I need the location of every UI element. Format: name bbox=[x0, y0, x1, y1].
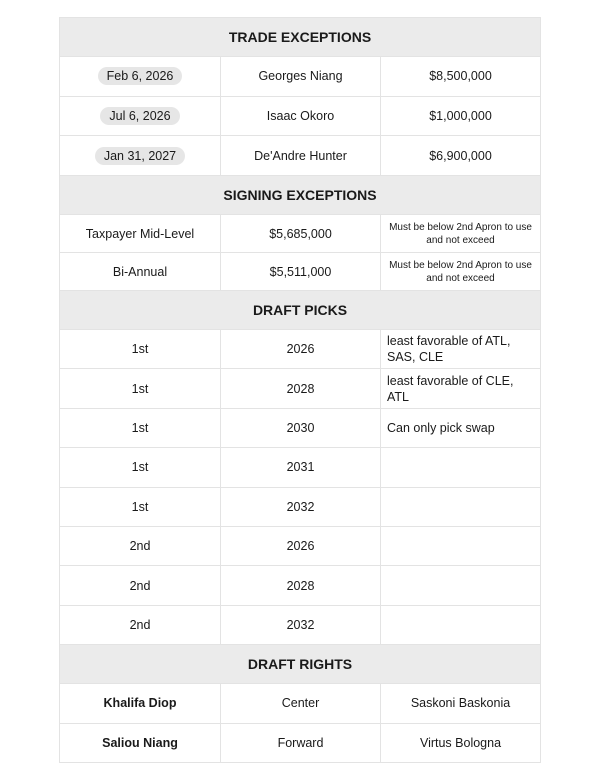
pick-note-cell bbox=[381, 566, 541, 605]
player-cell: Khalifa Diop bbox=[60, 684, 221, 724]
table-row bbox=[60, 527, 541, 566]
date-badge: Jan 31, 2027 bbox=[95, 147, 185, 165]
table-row bbox=[60, 369, 541, 408]
amount-cell: $5,511,000 bbox=[221, 253, 381, 291]
table-row bbox=[60, 96, 541, 136]
year-cell: 2030 bbox=[221, 408, 381, 447]
amount-cell: $8,500,000 bbox=[381, 57, 541, 97]
year-cell: 2032 bbox=[221, 487, 381, 526]
round-cell: 1st bbox=[60, 487, 221, 526]
pick-note-cell: least favorable of ATL, SAS, CLE bbox=[381, 330, 541, 369]
section-header bbox=[60, 18, 541, 57]
position-cell: Forward bbox=[221, 723, 381, 763]
round-cell: 1st bbox=[60, 369, 221, 408]
date-badge: Feb 6, 2026 bbox=[98, 67, 183, 85]
section-header bbox=[60, 291, 541, 330]
round-cell: 2nd bbox=[60, 605, 221, 644]
pick-note-cell: least favorable of CLE, ATL bbox=[381, 369, 541, 408]
table-row bbox=[60, 136, 541, 176]
amount-cell: $6,900,000 bbox=[381, 136, 541, 176]
year-cell: 2026 bbox=[221, 527, 381, 566]
pick-note-cell bbox=[381, 448, 541, 487]
expiry-date-cell bbox=[60, 57, 221, 97]
player-cell: De'Andre Hunter bbox=[221, 136, 381, 176]
round-cell: 2nd bbox=[60, 527, 221, 566]
table-row bbox=[60, 448, 541, 487]
expiry-date-cell bbox=[60, 96, 221, 136]
table-row bbox=[60, 408, 541, 447]
table-row bbox=[60, 253, 541, 291]
section-title: DRAFT PICKS bbox=[60, 291, 541, 330]
exception-type-cell: Taxpayer Mid-Level bbox=[60, 215, 221, 253]
player-cell: Georges Niang bbox=[221, 57, 381, 97]
year-cell: 2028 bbox=[221, 566, 381, 605]
position-cell: Center bbox=[221, 684, 381, 724]
pick-note-cell: Can only pick swap bbox=[381, 408, 541, 447]
team-cell: Saskoni Baskonia bbox=[381, 684, 541, 724]
assets-table bbox=[59, 17, 541, 763]
team-cell: Virtus Bologna bbox=[381, 723, 541, 763]
pick-note-cell bbox=[381, 487, 541, 526]
note-cell: Must be below 2nd Apron to use and not exceed bbox=[381, 253, 541, 291]
year-cell: 2028 bbox=[221, 369, 381, 408]
amount-cell: $5,685,000 bbox=[221, 215, 381, 253]
expiry-date-cell bbox=[60, 136, 221, 176]
section-title: TRADE EXCEPTIONS bbox=[60, 18, 541, 57]
note-cell: Must be below 2nd Apron to use and not exceed bbox=[381, 215, 541, 253]
table-row bbox=[60, 57, 541, 97]
year-cell: 2032 bbox=[221, 605, 381, 644]
date-badge: Jul 6, 2026 bbox=[100, 107, 179, 125]
section-title: SIGNING EXCEPTIONS bbox=[60, 176, 541, 215]
year-cell: 2026 bbox=[221, 330, 381, 369]
amount-cell: $1,000,000 bbox=[381, 96, 541, 136]
pick-note-cell bbox=[381, 605, 541, 644]
section-header bbox=[60, 176, 541, 215]
table-row bbox=[60, 566, 541, 605]
round-cell: 1st bbox=[60, 448, 221, 487]
section-header bbox=[60, 645, 541, 684]
table-row bbox=[60, 215, 541, 253]
table-row bbox=[60, 723, 541, 763]
exception-type-cell: Bi-Annual bbox=[60, 253, 221, 291]
table-row bbox=[60, 605, 541, 644]
round-cell: 1st bbox=[60, 330, 221, 369]
table-row bbox=[60, 487, 541, 526]
table-row bbox=[60, 684, 541, 724]
pick-note-cell bbox=[381, 527, 541, 566]
round-cell: 2nd bbox=[60, 566, 221, 605]
player-cell: Isaac Okoro bbox=[221, 96, 381, 136]
year-cell: 2031 bbox=[221, 448, 381, 487]
round-cell: 1st bbox=[60, 408, 221, 447]
section-title: DRAFT RIGHTS bbox=[60, 645, 541, 684]
table-row bbox=[60, 330, 541, 369]
player-cell: Saliou Niang bbox=[60, 723, 221, 763]
